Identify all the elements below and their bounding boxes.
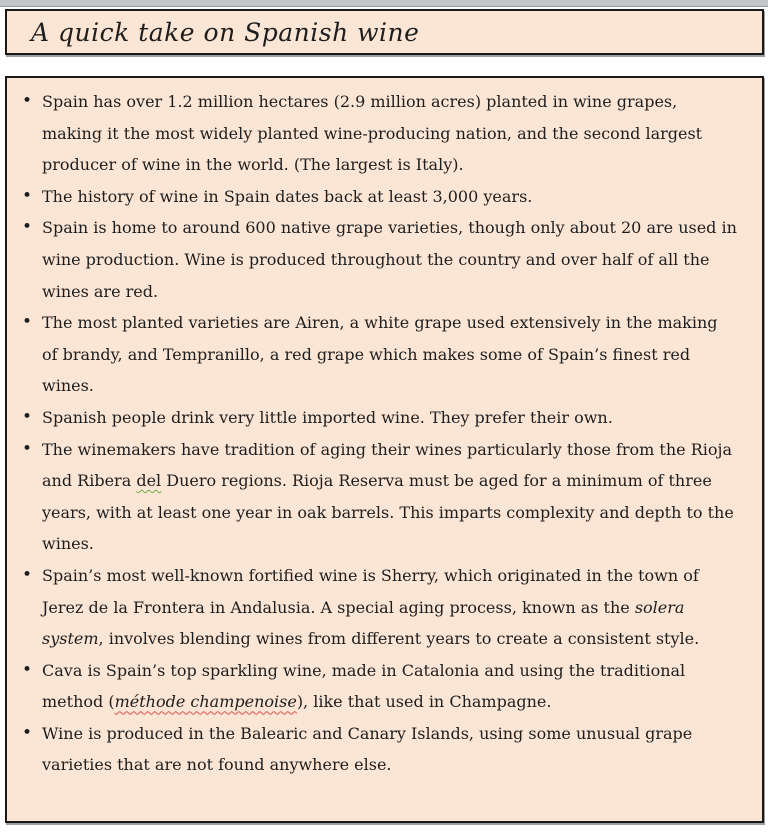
text-run-italic: solera system [42, 597, 685, 649]
content-box [5, 76, 764, 823]
text-run: The winemakers have tradition of aging their wines particularly those from the Rioja and Ribera [42, 439, 732, 491]
window-top-strip [0, 0, 768, 7]
bullet-item [22, 307, 738, 402]
bullet-item [22, 560, 738, 655]
bullet-item [22, 86, 738, 181]
bullet-item [22, 434, 738, 560]
bullet-item [22, 212, 738, 307]
text-run: Spain is home to around 600 native grape varieties, though only about 20 are used in wine production. Wine is produced throughout the country and over half of all the wines are red. [42, 218, 737, 301]
bullet-item [22, 655, 738, 718]
bullet-list [7, 78, 762, 781]
text-run: Spain has over 1.2 million hectares (2.9 million acres) planted in wine grapes, making it the most widely planted wine-producing nation, and the second largest producer of wine in the world. (The largest is Italy). [42, 92, 703, 175]
title-box [5, 9, 764, 55]
text-run: Duero regions. Rioja Reserva must be aged for a minimum of three years, with at least one year in oak barrels. This imparts complexity and depth to the wines. [42, 471, 734, 554]
page-title: A quick take on Spanish wine [31, 17, 420, 47]
text-run: ), like that used in Champagne. [296, 692, 552, 712]
text-run: Cava is Spain’s top sparkling wine, made in Catalonia and using the traditional method ( [42, 660, 686, 712]
text-run: Spain’s most well-known fortified wine is Sherry, which originated in the town of Jerez de la Frontera in Andalusia. A special aging process, known as the [42, 565, 699, 617]
text-run-italic-misspelled: méthode champenoise [114, 692, 297, 712]
bullet-item [22, 402, 738, 434]
text-run-grammar-flag: del [136, 471, 162, 491]
text-run: The most planted varieties are Airen, a white grape used extensively in the making of brandy, and Tempranillo, a red grape which makes some of Spain’s finest red wines. [42, 313, 718, 396]
text-run: Spanish people drink very little imported wine. They prefer their own. [42, 407, 613, 427]
text-run: Wine is produced in the Balearic and Canary Islands, using some unusual grape varieties that are not found anywhere else. [42, 723, 693, 775]
bullet-item [22, 181, 738, 213]
bullet-item [22, 718, 738, 781]
text-run: , involves blending wines from different years to create a consistent style. [98, 629, 700, 649]
text-run: The history of wine in Spain dates back at least 3,000 years. [42, 186, 533, 206]
